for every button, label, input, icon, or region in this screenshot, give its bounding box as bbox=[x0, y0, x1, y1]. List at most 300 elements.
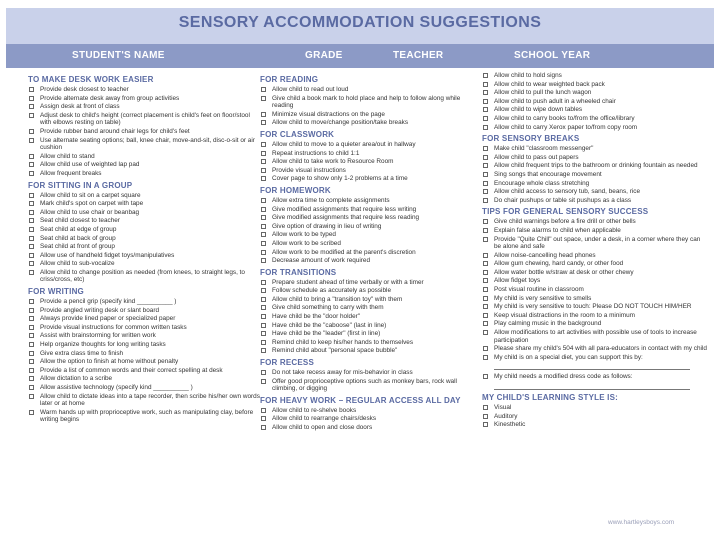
checkbox[interactable] bbox=[261, 215, 266, 220]
write-in-line[interactable] bbox=[494, 362, 690, 370]
section bbox=[260, 268, 482, 355]
checklist-item bbox=[260, 347, 482, 355]
checklist-item-text: Assign desk at front of class bbox=[40, 103, 120, 111]
checkbox[interactable] bbox=[29, 325, 34, 330]
checklist-item-text: Do chair pushups or table sit pushups as a class bbox=[494, 196, 632, 204]
checkbox[interactable] bbox=[29, 316, 34, 321]
checklist-item bbox=[28, 252, 260, 260]
section-title: TIPS FOR GENERAL SENSORY SUCCESS bbox=[482, 207, 649, 217]
checklist-item-text: Remind child to keep his/her hands to themselves bbox=[272, 338, 414, 346]
checklist-item bbox=[482, 269, 708, 277]
checkbox[interactable] bbox=[29, 308, 34, 313]
checkbox[interactable] bbox=[29, 201, 34, 206]
checklist-item-text: Provide desk closest to teacher bbox=[40, 86, 129, 93]
checklist-item bbox=[260, 197, 482, 205]
checklist-item-text: Seat child at back of group bbox=[40, 234, 116, 242]
section-title: FOR SENSORY BREAKS bbox=[482, 134, 580, 144]
checklist-item-text: Remind child about "personal space bubble" bbox=[272, 347, 398, 355]
checklist-item bbox=[28, 226, 260, 234]
checkbox[interactable] bbox=[261, 224, 266, 229]
checklist-item-text: Allow child to hold signs bbox=[494, 72, 562, 79]
checkbox[interactable] bbox=[29, 129, 34, 134]
checkbox[interactable] bbox=[261, 379, 266, 384]
checklist-item-text: Make child "classroom messenger" bbox=[494, 145, 594, 153]
checklist-item-text: Allow assistive technology (specify kind __________ ) bbox=[40, 384, 193, 391]
section bbox=[260, 75, 482, 127]
checklist-item bbox=[28, 86, 260, 94]
checklist-item bbox=[482, 421, 708, 429]
checklist-item bbox=[28, 217, 260, 225]
checklist-item-text: Allow child to sub-vocalize bbox=[40, 260, 115, 268]
checkbox[interactable] bbox=[29, 210, 34, 215]
section bbox=[260, 130, 482, 183]
checklist-item-text: Allow child use of weighted lap pad bbox=[40, 161, 140, 169]
checklist-item bbox=[482, 413, 708, 421]
checkbox[interactable] bbox=[29, 138, 34, 143]
checkbox[interactable] bbox=[261, 297, 266, 302]
checklist-item-text: Allow gum chewing, hard candy, or other food bbox=[494, 260, 624, 268]
checklist-item-text: Allow child to sit on a carpet square bbox=[40, 191, 141, 199]
checkbox[interactable] bbox=[483, 278, 488, 283]
checklist-item bbox=[28, 235, 260, 243]
checkbox[interactable] bbox=[483, 82, 488, 87]
checkbox[interactable] bbox=[483, 313, 488, 318]
checkbox[interactable] bbox=[483, 125, 488, 130]
checkbox[interactable] bbox=[483, 189, 488, 194]
checklist-item-text: Follow schedule as accurately as possible bbox=[272, 287, 391, 295]
checkbox[interactable] bbox=[261, 280, 266, 285]
checkbox[interactable] bbox=[261, 408, 266, 413]
checkbox[interactable] bbox=[261, 168, 266, 173]
checklist-item-text: Kinesthetic bbox=[494, 421, 526, 429]
checklist-item bbox=[482, 162, 708, 170]
checkbox[interactable] bbox=[29, 218, 34, 223]
checklist-item-text: Allow child to read out loud bbox=[272, 86, 349, 93]
checkbox[interactable] bbox=[261, 340, 266, 345]
checklist-item-text: Provide rubber band around chair legs for child's feet bbox=[40, 127, 190, 135]
checklist-item-text: Allow dictation to a scribe bbox=[40, 375, 113, 383]
checklist-item bbox=[482, 115, 708, 123]
checklist-item bbox=[260, 111, 482, 119]
checklist-item-text: Encourage whole class stretching bbox=[494, 179, 590, 187]
checklist-item bbox=[482, 227, 708, 235]
checklist-item bbox=[28, 112, 260, 127]
checklist-item bbox=[482, 171, 708, 179]
section-title: FOR SITTING IN A GROUP bbox=[28, 180, 133, 190]
checklist-item-text: Provide visual instructions for common written tasks bbox=[40, 323, 187, 331]
checkbox[interactable] bbox=[29, 253, 34, 258]
checklist-item bbox=[28, 260, 260, 268]
section-title: FOR WRITING bbox=[28, 287, 84, 297]
checkbox[interactable] bbox=[29, 227, 34, 232]
checklist-item bbox=[482, 312, 708, 320]
checkbox[interactable] bbox=[261, 323, 266, 328]
checklist-item-text: Please share my child's 504 with all para-educators in contact with my child bbox=[494, 345, 707, 353]
checklist-item-text: Allow child to push adult in a wheeled chair bbox=[494, 97, 616, 105]
checklist-item-text: Use alternate seating options; ball, knee chair, move-and-sit, disc-o-sit or air cushion bbox=[40, 136, 255, 152]
checkbox[interactable] bbox=[29, 113, 34, 118]
checklist-item bbox=[482, 329, 708, 344]
checklist-item-text: Play calming music in the background bbox=[494, 320, 602, 328]
checkbox[interactable] bbox=[483, 296, 488, 301]
checklist-item bbox=[260, 322, 482, 330]
checklist-item-text: Allow noise-cancelling head phones bbox=[494, 251, 596, 259]
section-title: FOR HEAVY WORK – REGULAR ACCESS ALL DAY bbox=[260, 395, 461, 405]
checklist-item-text: Allow child to use chair or beanbag bbox=[40, 208, 140, 216]
checklist-item bbox=[260, 231, 482, 239]
checklist-item bbox=[260, 279, 482, 287]
checklist-item bbox=[260, 175, 482, 183]
checkbox[interactable] bbox=[261, 176, 266, 181]
website-footer: www.hartleysboys.com bbox=[608, 519, 675, 526]
checklist-item-text: Warm hands up with proprioceptive work, such as manipulating clay, before writing begins bbox=[40, 408, 254, 424]
checklist-item bbox=[482, 218, 708, 226]
checklist-item bbox=[482, 180, 708, 188]
checklist-item-text: Allow child to wipe down tables bbox=[494, 106, 583, 114]
checkbox[interactable] bbox=[29, 368, 34, 373]
checklist-item-text: Provide a pencil grip (specify kind __________ ) bbox=[40, 298, 177, 306]
checkbox[interactable] bbox=[483, 414, 488, 419]
section bbox=[482, 134, 708, 204]
checkbox[interactable] bbox=[483, 107, 488, 112]
checkbox[interactable] bbox=[29, 104, 34, 109]
checklist-item bbox=[260, 304, 482, 312]
checkbox[interactable] bbox=[483, 237, 488, 242]
checkbox[interactable] bbox=[483, 155, 488, 160]
checkbox[interactable] bbox=[29, 342, 34, 347]
checklist-item bbox=[28, 332, 260, 340]
checklist-item-text: Do not take recess away for mis-behavior in class bbox=[272, 369, 413, 377]
checkbox[interactable] bbox=[483, 219, 488, 224]
checklist-item bbox=[482, 303, 708, 311]
checklist-item-text: Allow fidget toys bbox=[494, 277, 541, 285]
checklist-item bbox=[260, 158, 482, 166]
checkbox[interactable] bbox=[483, 304, 488, 309]
checklist-item-text: Explain false alarms to child when applicable bbox=[494, 226, 621, 234]
checklist-item bbox=[28, 243, 260, 251]
checklist-item bbox=[260, 95, 482, 110]
checklist-item-text: Allow use of handheld fidget toys/manipulatives bbox=[40, 251, 175, 259]
grade-label: GRADE bbox=[305, 50, 343, 61]
checklist-item-text: Allow child to dictate ideas into a tape recorder, then scribe his/her own words later or at home bbox=[40, 392, 260, 408]
column-right bbox=[482, 72, 708, 432]
checklist-item bbox=[28, 209, 260, 217]
checkbox[interactable] bbox=[483, 90, 488, 95]
checklist-item bbox=[482, 124, 708, 132]
checkbox[interactable] bbox=[483, 374, 488, 379]
checkbox[interactable] bbox=[29, 96, 34, 101]
checkbox[interactable] bbox=[261, 241, 266, 246]
checklist-item bbox=[260, 214, 482, 222]
section bbox=[260, 396, 482, 432]
checkbox[interactable] bbox=[29, 261, 34, 266]
checklist-item bbox=[260, 119, 482, 127]
section bbox=[28, 181, 260, 285]
checklist-item bbox=[28, 350, 260, 358]
checkbox[interactable] bbox=[261, 96, 266, 101]
checklist-item bbox=[28, 269, 260, 284]
checklist-item-text: Allow child frequent trips to the bathroom or drinking fountain as needed bbox=[494, 162, 698, 170]
checkbox[interactable] bbox=[483, 73, 488, 78]
checklist-item bbox=[260, 150, 482, 158]
section bbox=[482, 393, 708, 429]
checkbox[interactable] bbox=[483, 287, 488, 292]
checklist-item-text: Allow work to be modified at the parent's discretion bbox=[272, 248, 416, 256]
checklist-item bbox=[482, 286, 708, 294]
checkbox[interactable] bbox=[483, 321, 488, 326]
section bbox=[28, 75, 260, 178]
checklist-item-text: Allow child to stand bbox=[40, 152, 95, 160]
section bbox=[28, 287, 260, 424]
checklist-item-text: Give child a book mark to hold place and help to follow along while reading bbox=[272, 94, 461, 110]
checkbox[interactable] bbox=[261, 416, 266, 421]
checklist-item-text: Give modified assignments that require less reading bbox=[272, 214, 420, 222]
checklist-item bbox=[260, 424, 482, 432]
checklist-item-text: Allow child to carry books to/from the office/library bbox=[494, 114, 635, 122]
checkbox[interactable] bbox=[483, 355, 488, 360]
checklist-item bbox=[482, 145, 708, 153]
checklist-item-text: Cover page to show only 1-2 problems at a time bbox=[272, 175, 408, 183]
checkbox[interactable] bbox=[29, 154, 34, 159]
checklist-item bbox=[260, 369, 482, 377]
checklist-item-text: Allow child to carry Xerox paper to/from copy room bbox=[494, 123, 638, 131]
checklist-item bbox=[482, 404, 708, 412]
checklist-item-text: Give child something to carry with them bbox=[272, 304, 384, 312]
checklist-item-text: Repeat instructions to child 1:1 bbox=[272, 149, 360, 157]
checkbox[interactable] bbox=[261, 370, 266, 375]
checkbox[interactable] bbox=[261, 112, 266, 117]
checklist-item bbox=[482, 277, 708, 285]
checkbox[interactable] bbox=[261, 425, 266, 430]
checkbox[interactable] bbox=[29, 385, 34, 390]
checklist-item bbox=[28, 384, 260, 392]
checklist-item bbox=[28, 170, 260, 178]
checkbox[interactable] bbox=[29, 171, 34, 176]
checklist-item bbox=[28, 103, 260, 111]
checkbox[interactable] bbox=[261, 87, 266, 92]
checkbox[interactable] bbox=[29, 351, 34, 356]
checkbox[interactable] bbox=[261, 198, 266, 203]
checkbox[interactable] bbox=[261, 250, 266, 255]
checklist-item-text: Help organize thoughts for long writing tasks bbox=[40, 341, 166, 349]
checklist-item bbox=[28, 358, 260, 366]
checkbox[interactable] bbox=[261, 314, 266, 319]
checkbox[interactable] bbox=[261, 232, 266, 237]
checkbox[interactable] bbox=[483, 270, 488, 275]
checklist-item-text: Allow child to move/change position/take breaks bbox=[272, 119, 409, 127]
checkbox[interactable] bbox=[261, 288, 266, 293]
checkbox[interactable] bbox=[483, 146, 488, 151]
checklist-item bbox=[260, 141, 482, 149]
checklist-item bbox=[28, 128, 260, 136]
checklist-item bbox=[482, 345, 708, 353]
checklist-item bbox=[260, 249, 482, 257]
checkbox[interactable] bbox=[483, 116, 488, 121]
checklist-item-text: Offer good proprioceptive options such as monkey bars, rock wall climbing, or digging bbox=[272, 377, 457, 393]
checklist-item-text: Keep visual distractions in the room to a minimum bbox=[494, 311, 636, 319]
teacher-label: TEACHER bbox=[393, 50, 444, 61]
checklist-item bbox=[28, 298, 260, 306]
checkbox[interactable] bbox=[29, 410, 34, 415]
checklist-item bbox=[260, 313, 482, 321]
checklist-item-text: Provide angled writing desk or slant board bbox=[40, 306, 160, 314]
checkbox[interactable] bbox=[261, 159, 266, 164]
section-title: FOR HOMEWORK bbox=[260, 185, 331, 195]
checklist-item bbox=[28, 409, 260, 424]
checkbox[interactable] bbox=[483, 163, 488, 168]
section-title: FOR RECESS bbox=[260, 358, 315, 368]
checklist-item-text: Assist with brainstorming for written work bbox=[40, 332, 156, 340]
checklist-item bbox=[28, 341, 260, 349]
section bbox=[482, 207, 708, 390]
checklist-item-text: Seat child closest to teacher bbox=[40, 217, 120, 225]
checklist-item bbox=[260, 167, 482, 175]
checkbox[interactable] bbox=[29, 359, 34, 364]
section-title: MY CHILD'S LEARNING STYLE IS: bbox=[482, 393, 619, 402]
checklist-item-text: Give modified assignments that require less writing bbox=[272, 205, 417, 213]
checklist-item bbox=[482, 154, 708, 162]
section-title: TO MAKE DESK WORK EASIER bbox=[28, 75, 154, 84]
checkbox[interactable] bbox=[29, 162, 34, 167]
checkbox[interactable] bbox=[29, 244, 34, 249]
checklist-item bbox=[482, 295, 708, 303]
checklist-item bbox=[28, 200, 260, 208]
checkbox[interactable] bbox=[29, 376, 34, 381]
checklist-item-text: My child is very sensitive to touch: Please DO NOT TOUCH HIM/HER bbox=[494, 303, 692, 311]
checklist-item bbox=[260, 206, 482, 214]
checklist-item-text: Allow child to pull the lunch wagon bbox=[494, 89, 592, 97]
checklist-item bbox=[28, 137, 260, 152]
checklist-item-text: Provide alternate desk away from group activities bbox=[40, 94, 180, 102]
checkbox[interactable] bbox=[483, 99, 488, 104]
checklist-item bbox=[482, 260, 708, 268]
checkbox[interactable] bbox=[483, 198, 488, 203]
checklist-item bbox=[260, 86, 482, 94]
checklist-item-text: Have child be the "caboose" (last in line) bbox=[272, 321, 387, 329]
checklist-item-text: Allow child access to sensory tub, sand, beans, rice bbox=[494, 188, 640, 196]
checkbox[interactable] bbox=[261, 142, 266, 147]
checkbox[interactable] bbox=[261, 348, 266, 353]
checkbox[interactable] bbox=[483, 172, 488, 177]
checklist-item-text: Post visual routine in classroom bbox=[494, 286, 584, 294]
checklist-item bbox=[260, 287, 482, 295]
checkbox[interactable] bbox=[483, 261, 488, 266]
checkbox[interactable] bbox=[483, 181, 488, 186]
section-title: FOR CLASSWORK bbox=[260, 129, 335, 139]
checklist-item bbox=[260, 378, 482, 393]
checklist-item bbox=[28, 307, 260, 315]
checklist-item-text: Provide "Quite Chill" out space, under a desk, in a corner where they can be alone and safe bbox=[494, 235, 701, 251]
checklist-item-text: Minimize visual distractions on the page bbox=[272, 110, 385, 118]
checklist-item bbox=[482, 188, 708, 196]
checklist-item bbox=[482, 252, 708, 260]
checklist-item-text: Give extra class time to finish bbox=[40, 349, 124, 357]
checkbox[interactable] bbox=[483, 422, 488, 427]
page-title: SENSORY ACCOMMODATION SUGGESTIONS bbox=[178, 14, 542, 31]
checkbox[interactable] bbox=[29, 299, 34, 304]
checklist-item-text: Allow child to take work to Resource Room bbox=[272, 158, 394, 166]
checklist-item-text: Seat child at edge of group bbox=[40, 225, 117, 233]
checklist-item bbox=[28, 375, 260, 383]
checkbox[interactable] bbox=[483, 330, 488, 335]
checklist-item-text: Allow child to re-shelve books bbox=[272, 406, 357, 414]
section bbox=[260, 186, 482, 265]
checklist-item bbox=[482, 373, 708, 381]
checklist-item bbox=[28, 324, 260, 332]
checklist-item bbox=[260, 223, 482, 231]
checkbox[interactable] bbox=[261, 258, 266, 263]
checklist-item-text: Give option of drawing in lieu of writing bbox=[272, 222, 382, 230]
write-in-line[interactable] bbox=[494, 382, 690, 390]
checklist-item-text: Allow work to be typed bbox=[272, 231, 336, 239]
checkbox[interactable] bbox=[483, 405, 488, 410]
checklist-item-text: Always provide lined paper or specialized paper bbox=[40, 315, 176, 323]
checkbox[interactable] bbox=[261, 151, 266, 156]
checklist-item-text: Allow extra time to complete assignments bbox=[272, 196, 390, 204]
section-title: FOR READING bbox=[260, 75, 319, 84]
checklist-item bbox=[260, 407, 482, 415]
checkbox[interactable] bbox=[29, 87, 34, 92]
checklist-item-text: Auditory bbox=[494, 412, 518, 420]
checklist-item bbox=[28, 161, 260, 169]
checklist-item bbox=[482, 89, 708, 97]
checklist-item bbox=[260, 330, 482, 338]
checkbox[interactable] bbox=[483, 346, 488, 351]
checklist-item-text: Visual bbox=[494, 404, 512, 411]
checklist-item bbox=[260, 415, 482, 423]
checklist-item-text: Allow child to change position as needed (from knees, to straight legs, to criss/cross, etc) bbox=[40, 268, 245, 284]
checklist-item bbox=[482, 81, 708, 89]
checklist-item bbox=[482, 236, 708, 251]
checklist-item-text: Prepare student ahead of time verbally or with a timer bbox=[272, 278, 424, 286]
checklist-item bbox=[260, 257, 482, 265]
checklist-item bbox=[28, 95, 260, 103]
checkbox[interactable] bbox=[483, 228, 488, 233]
checkbox[interactable] bbox=[261, 331, 266, 336]
checklist-item bbox=[482, 106, 708, 114]
checkbox[interactable] bbox=[261, 207, 266, 212]
checklist-item bbox=[482, 197, 708, 205]
checklist-item-text: Allow child to bring a "transition toy" with them bbox=[272, 295, 403, 303]
school-year-label: SCHOOL YEAR bbox=[514, 50, 591, 61]
checklist-item bbox=[28, 315, 260, 323]
checklist-item bbox=[260, 296, 482, 304]
checklist-item bbox=[260, 240, 482, 248]
checkbox[interactable] bbox=[261, 120, 266, 125]
checkbox[interactable] bbox=[29, 236, 34, 241]
checkbox[interactable] bbox=[29, 270, 34, 275]
checklist-item-text: Allow child to open and close doors bbox=[272, 424, 373, 431]
checkbox[interactable] bbox=[483, 253, 488, 258]
checkbox[interactable] bbox=[29, 333, 34, 338]
checklist-item bbox=[28, 153, 260, 161]
checkbox[interactable] bbox=[261, 305, 266, 310]
checklist-item-text: Decrease amount of work required bbox=[272, 257, 371, 265]
checklist-item-text: Allow the option to finish at home without penalty bbox=[40, 358, 179, 366]
checklist-item bbox=[482, 354, 708, 362]
section bbox=[260, 358, 482, 393]
checklist-item-text: Allow child to rearrange chairs/desks bbox=[272, 415, 377, 423]
checklist-item-text: Have child be the "door holder" bbox=[272, 313, 361, 321]
checkbox[interactable] bbox=[29, 193, 34, 198]
checklist-item-text: Seat child at front of group bbox=[40, 243, 115, 251]
checkbox[interactable] bbox=[29, 394, 34, 399]
checklist-item-text: Provide a list of common words and their correct spelling at desk bbox=[40, 366, 223, 374]
checklist-item-text: My child is very sensitive to smells bbox=[494, 294, 592, 302]
checklist-item bbox=[28, 367, 260, 375]
worksheet-page bbox=[6, 6, 714, 534]
checklist-item bbox=[482, 72, 708, 80]
